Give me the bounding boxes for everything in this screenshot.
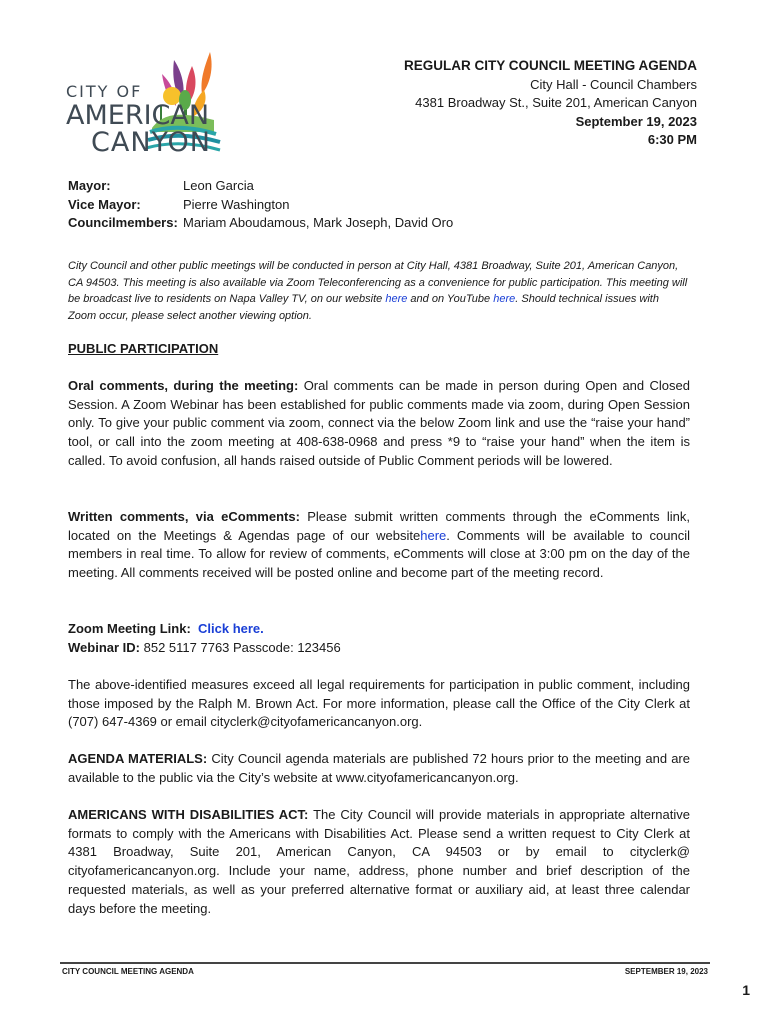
page-number: 1 [742,982,750,998]
footer-divider [60,962,710,964]
written-comments-label: Written comments, via eComments: [68,509,300,524]
zoom-link[interactable]: Click here. [198,621,264,636]
agenda-materials-paragraph [68,750,690,787]
mayor-row [68,177,453,196]
officials-list [68,177,453,233]
logo-line-1: CITY OF [66,82,143,101]
oral-comments-text: Oral comments can be made in person during Open and Closed Session. A Zoom Webinar has been established for public comments made via zoom, during Open Session only. To give your public comment via zoom, connect via the below Zoom link and use the “raise your hand” tool, or call into the zoom meeting at 408-638-0968 and press *9 to “raise your hand” when the item is called. To avoid confusion, all hands raised outside of Public Comment periods will be lowered. [68,378,690,468]
agenda-materials-label: AGENDA MATERIALS: [68,751,208,766]
measures-paragraph [68,676,690,732]
public-participation-heading: PUBLIC PARTICIPATION [68,341,219,356]
mayor-label: Mayor: [68,178,111,193]
zoom-link-row [68,620,690,639]
ada-label: AMERICANS WITH DISABILITIES ACT: [68,807,309,822]
youtube-link[interactable]: here [493,293,516,305]
zoom-info [68,620,690,657]
footer-date: SEPTEMBER 19, 2023 [624,967,708,976]
measures-text: The above-identified measures exceed all legal requirements for participation in public comment, including those imposed by the Ralph M. Brown Act. For more information, please call the Office of the City Clerk at (707) 647-4369 or email cityclerk@cityofamericancanyon.org. [68,677,690,730]
webinar-text: 852 5117 7763 Passcode: 123456 [140,639,341,655]
vice-mayor-label: Vice Mayor: [68,196,141,212]
written-comments-paragraph [68,508,690,583]
meeting-date: September 19, 2023 [575,113,697,129]
councilmembers-label: Councilmembers: [68,215,178,230]
webinar-row [68,639,690,658]
webinar-label: Webinar ID: [68,639,140,655]
notice-text-1: City Council and other public meetings will be conducted in person at City Hall, 4381 Broadway, Suite 201, American Canyon, CA 94503. This meeting is also available via Zoom Teleconferencing as a convenience for public participation. This meeting will be broadcast live to residents on Napa Valley TV, on our website [68,260,688,305]
oral-comments-paragraph [68,377,690,471]
meeting-location: City Hall - Council Chambers [530,76,697,92]
written-comments-text-2: . Comments will be available to council members in real time. To allow for review of comments, eComments will close at 3:00 pm on the day of the meeting. All comments received will be posted online and become part of the meeting record. [68,527,690,581]
zoom-link-label: Zoom Meeting Link: [68,621,191,636]
written-comments-text-1: Please submit written comments through the eComments link, located on the Meetings & Agendas page of our website [68,509,691,543]
logo-line-2: AMERICAN [66,100,210,131]
vice-mayor-name: Pierre Washington [183,196,290,212]
footer-title: CITY COUNCIL MEETING AGENDA [62,967,194,976]
public-participation-heading-block [68,340,690,359]
ada-text: The City Council will provide materials in appropriate alternative formats to comply with the Americans with Disabilities Act. Please send a written request to City Clerk at 4381 Broadway, Suite 201, American Canyon, CA 94503 or by email to cityclerk@ cityofamericancanyon.org. Include your name, address, phone number and brief description of the requested materials, as well as your preferred alternative format or auxiliary aid, at least three calendar days before the meeting. [68,807,690,916]
ada-paragraph [68,806,690,918]
meeting-time: 6:30 PM [647,132,697,147]
notice-text-2: and on YouTube [407,293,494,305]
ecomments-link[interactable]: here [420,527,447,543]
logo-wordmark [66,84,211,156]
councilmembers-row [68,214,453,233]
meeting-notice [68,258,690,324]
logo-line-3: CANYON [91,127,211,158]
website-link[interactable]: here [385,293,408,305]
oral-comments-label: Oral comments, during the meeting: [68,378,299,393]
notice-text-3: . Should technical issues with Zoom occur, please select another viewing option. [68,293,659,322]
mayor-name: Leon Garcia [183,178,254,193]
councilmembers-names: Mariam Aboudamous, Mark Joseph, David Oro [183,215,454,230]
vice-mayor-row [68,196,453,215]
agenda-title: REGULAR CITY COUNCIL MEETING AGENDA [403,58,697,73]
agenda-materials-text: City Council agenda materials are published 72 hours prior to the meeting and are available to the public via the City’s website at www.cityofamericancanyon.org. [68,751,690,785]
meeting-address: 4381 Broadway St., Suite 201, American Canyon [415,95,697,110]
meeting-header [404,57,697,150]
